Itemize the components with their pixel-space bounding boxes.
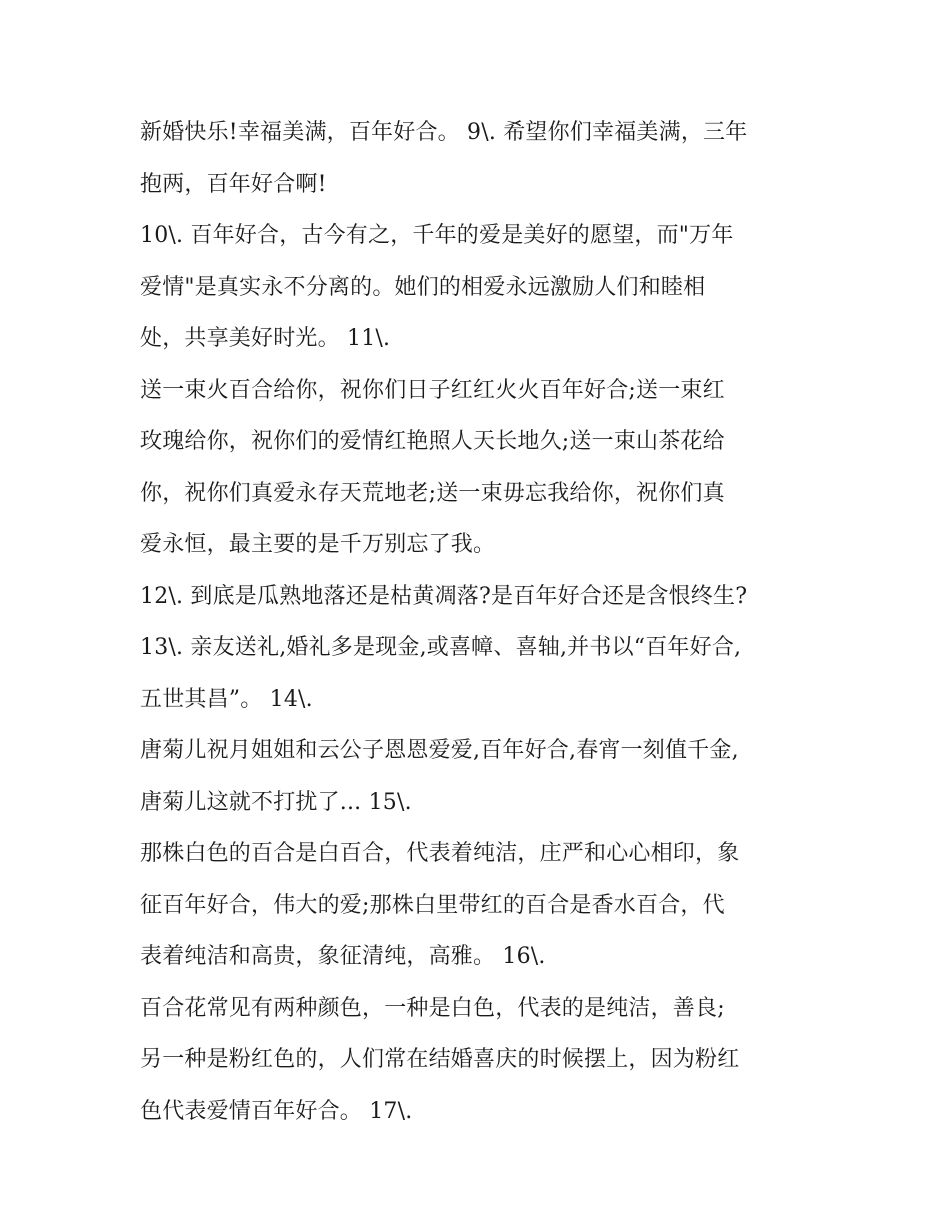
text-line: 10\. 百年好合，古今有之，千年的爱是美好的愿望，而"万年 bbox=[140, 223, 734, 248]
text-line: 处，共享美好时光。 11\. bbox=[140, 326, 391, 351]
text-line: 抱两，百年好合啊! bbox=[140, 171, 327, 197]
text-line: 玫瑰给你，祝你们的爱情红艳照人天长地久;送一束山茶花给 bbox=[140, 429, 725, 454]
text-line: 爱情"是真实永不分离的。她们的相爱永远激励人们和睦相 bbox=[140, 274, 706, 300]
text-line: 新婚快乐!幸福美满，百年好合。 9\. 希望你们幸福美满，三年 bbox=[140, 120, 748, 145]
text-line: 另一种是粉红色的，人们常在结婚喜庆的时候摆上，因为粉红 bbox=[140, 1047, 740, 1072]
text-line: 爱永恒，最主要的是千万别忘了我。 bbox=[140, 532, 496, 557]
text-line: 色代表爱情百年好合。 17\. bbox=[140, 1098, 413, 1124]
text-line: 12\. 到底是瓜熟地落还是枯黄凋落?是百年好合还是含恨终生? bbox=[140, 583, 748, 609]
text-line: 百合花常见有两种颜色，一种是白色，代表的是纯洁，善良; bbox=[140, 995, 725, 1021]
text-line: 送一束火百合给你，祝你们日子红红火火百年好合;送一束红 bbox=[140, 377, 725, 403]
text-line: 征百年好合，伟大的爱;那株白里带红的百合是香水百合，代 bbox=[140, 892, 725, 918]
text-line: 你，祝你们真爱永存天荒地老;送一束毋忘我给你，祝你们真 bbox=[140, 480, 725, 506]
text-line: 五世其昌”。 14\. bbox=[140, 686, 313, 712]
text-line: 13\. 亲友送礼,婚礼多是现金,或喜幛、喜轴,并书以“百年好合, bbox=[140, 635, 742, 660]
text-line: 唐菊儿祝月姐姐和云公子恩恩爱爱,百年好合,春宵一刻值千金, bbox=[140, 738, 739, 763]
text-line: 唐菊儿这就不打扰了... 15\. bbox=[140, 789, 412, 815]
text-line: 那株白色的百合是白百合，代表着纯洁，庄严和心心相印，象 bbox=[140, 841, 740, 866]
text-line: 表着纯洁和高贵，象征清纯，高雅。 16\. bbox=[140, 944, 546, 969]
body-text bbox=[140, 107, 820, 1137]
